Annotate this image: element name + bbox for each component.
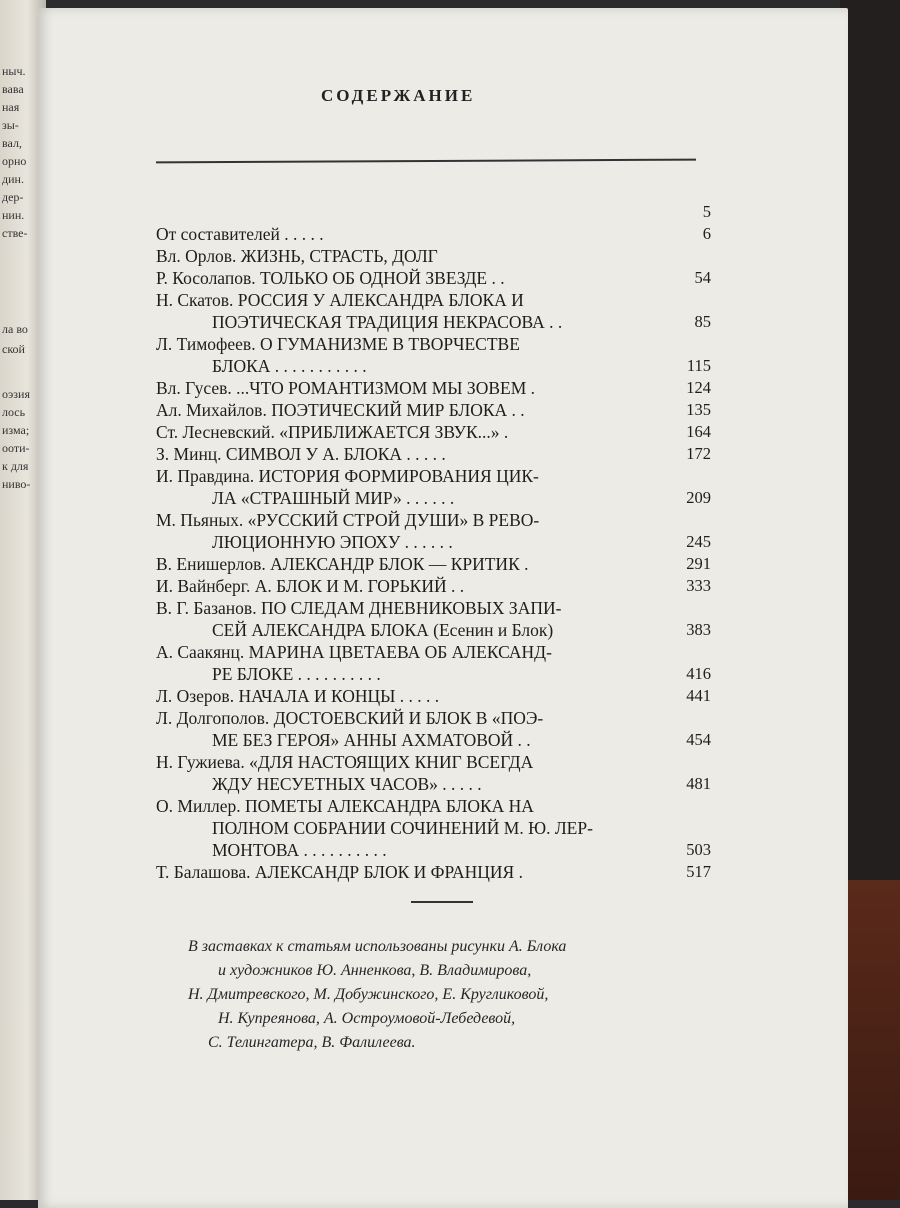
toc-entry (156, 223, 711, 245)
toc-entry (156, 861, 711, 883)
toc-entry (156, 773, 711, 795)
toc-entry (156, 641, 711, 663)
table-of-contents (156, 201, 711, 883)
toc-entry-page: 85 (694, 312, 711, 331)
facing-page-text: стве- (2, 226, 28, 240)
toc-entry-title: Ст. Лесневский. «ПРИБЛИЖАЕТСЯ ЗВУК...» . (156, 422, 509, 442)
toc-entry-title: СЕЙ АЛЕКСАНДРА БЛОКА (Есенин и Блок) (212, 620, 554, 640)
toc-entry (156, 839, 711, 861)
toc-entry-title: От составителей . . . . . (156, 224, 324, 244)
toc-entry (156, 729, 711, 751)
toc-entry-title: ЛА «СТРАШНЫЙ МИР» . . . . . . (212, 488, 455, 508)
toc-entry (156, 465, 711, 487)
toc-entry-title: О. Миллер. ПОМЕТЫ АЛЕКСАНДРА БЛОКА НА (156, 796, 534, 816)
toc-entry-page: 209 (686, 488, 711, 507)
facing-page-text: оэзия (2, 387, 30, 401)
toc-entry (156, 333, 711, 355)
toc-entry (156, 553, 711, 575)
toc-entry (156, 575, 711, 597)
toc-entry-title: Н. Скатов. РОССИЯ У АЛЕКСАНДРА БЛОКА И (156, 290, 524, 310)
toc-entry-title: РЕ БЛОКЕ . . . . . . . . . . (212, 664, 381, 684)
toc-entry-title: ПОЛНОМ СОБРАНИИ СОЧИНЕНИЙ М. Ю. ЛЕР- (212, 818, 593, 838)
facing-page-text: к для (2, 459, 29, 473)
facing-page-text: вава (2, 82, 24, 96)
credits-line: С. Телингатера, В. Фалилеева. (208, 1034, 416, 1051)
toc-entry-page: 172 (686, 444, 711, 463)
toc-entry-title: Вл. Орлов. ЖИЗНЬ, СТРАСТЬ, ДОЛГ (156, 246, 438, 266)
facing-page-text: ныч. (2, 64, 26, 78)
toc-entry (156, 245, 711, 267)
facing-page-text: ная (2, 100, 20, 114)
toc-entry-title: В. Енишерлов. АЛЕКСАНДР БЛОК — КРИТИК . (156, 554, 529, 574)
book-page (38, 8, 848, 1208)
toc-entry-title: И. Вайнберг. А. БЛОК И М. ГОРЬКИЙ . . (156, 576, 465, 596)
table-surface (840, 880, 900, 1200)
toc-entry-title: Т. Балашова. АЛЕКСАНДР БЛОК И ФРАНЦИЯ . (156, 862, 523, 882)
facing-page-text: орно (2, 154, 27, 168)
toc-entry-title: И. Правдина. ИСТОРИЯ ФОРМИРОВАНИЯ ЦИК- (156, 466, 539, 486)
toc-entry-page: 54 (694, 268, 711, 287)
page-title: СОДЕРЖАНИЕ (321, 86, 476, 105)
facing-page-text: ниво- (2, 477, 31, 491)
facing-page-text: нин. (2, 208, 25, 222)
toc-entry-page: 291 (686, 554, 711, 573)
toc-entry-page: 481 (686, 774, 711, 793)
toc-entry (156, 267, 711, 289)
toc-entry-title: Л. Долгополов. ДОСТОЕВСКИЙ И БЛОК В «ПОЭ- (156, 708, 544, 728)
facing-page-text: ской (2, 342, 25, 356)
toc-entry-page: 383 (686, 620, 711, 639)
toc-entry-page: 245 (686, 532, 711, 551)
toc-entry (156, 707, 711, 729)
toc-entry-page: 135 (686, 400, 711, 419)
toc-entry-title: Л. Озеров. НАЧАЛА И КОНЦЫ . . . . . (156, 686, 440, 706)
toc-entry-page: 333 (686, 576, 711, 595)
credits-line: Н. Дмитревского, М. Добужинского, Е. Кругликовой, (188, 986, 549, 1003)
credits-line: Н. Купреянова, А. Остроумовой-Лебедевой, (218, 1010, 516, 1027)
toc-entry (156, 443, 711, 465)
toc-entry (156, 509, 711, 531)
facing-page-text: зы- (2, 118, 19, 132)
title-rule (156, 159, 696, 164)
toc-entry (156, 619, 711, 641)
toc-entry (156, 817, 711, 839)
toc-entry-page: 416 (686, 664, 711, 683)
toc-entry (156, 531, 711, 553)
toc-entry (156, 597, 711, 619)
toc-entry-title: Н. Гужиева. «ДЛЯ НАСТОЯЩИХ КНИГ ВСЕГДА (156, 752, 534, 772)
toc-entry-title: Р. Косолапов. ТОЛЬКО ОБ ОДНОЙ ЗВЕЗДЕ . . (156, 268, 505, 288)
facing-page-text: дин. (2, 172, 24, 186)
illustration-credits (188, 935, 693, 1055)
facing-page-text: ооти- (2, 441, 30, 455)
toc-entry-title: З. Минц. СИМВОЛ У А. БЛОКА . . . . . (156, 444, 446, 464)
credits-line: и художников Ю. Анненкова, В. Владимирова, (218, 962, 532, 979)
toc-entry-title: Вл. Гусев. ...ЧТО РОМАНТИЗМОМ МЫ ЗОВЕМ . (156, 378, 536, 398)
toc-entry-page: 6 (702, 224, 711, 243)
facing-page-text: дер- (2, 190, 24, 204)
toc-entry-title: А. Саакянц. МАРИНА ЦВЕТАЕВА ОБ АЛЕКСАНД- (156, 642, 552, 662)
toc-entry-title: МОНТОВА . . . . . . . . . . (212, 840, 387, 860)
toc-entry-page: 115 (686, 356, 711, 375)
toc-entry-page: 5 (702, 202, 711, 221)
toc-entry (156, 487, 711, 509)
toc-entry (156, 201, 711, 223)
toc-entry-page: 441 (686, 686, 711, 705)
toc-entry (156, 751, 711, 773)
toc-entry (156, 355, 711, 377)
credits-line: В заставках к статьям использованы рисунки А. Блока (188, 938, 567, 955)
toc-entry (156, 685, 711, 707)
toc-entry-title: ЖДУ НЕСУЕТНЫХ ЧАСОВ» . . . . . (212, 774, 482, 794)
facing-page-text: вал, (2, 136, 22, 150)
facing-page-text: изма; (2, 423, 30, 437)
section-rule (411, 901, 473, 903)
toc-entry-page: 517 (686, 862, 711, 881)
toc-entry (156, 377, 711, 399)
toc-entry-title: ПОЭТИЧЕСКАЯ ТРАДИЦИЯ НЕКРАСОВА . . (212, 312, 563, 332)
toc-entry-page: 164 (686, 422, 711, 441)
toc-entry-title: МЕ БЕЗ ГЕРОЯ» АННЫ АХМАТОВОЙ . . (212, 730, 531, 750)
toc-entry-page: 454 (686, 730, 711, 749)
toc-entry-title: Ал. Михайлов. ПОЭТИЧЕСКИЙ МИР БЛОКА . . (156, 400, 525, 420)
toc-entry (156, 663, 711, 685)
toc-entry-page: 124 (686, 378, 711, 397)
toc-entry (156, 421, 711, 443)
toc-entry-page: 503 (686, 840, 711, 859)
toc-entry-title: БЛОКА . . . . . . . . . . . (212, 356, 367, 376)
facing-page-text: лось (2, 405, 26, 419)
toc-entry (156, 399, 711, 421)
toc-entry-title: М. Пьяных. «РУССКИЙ СТРОЙ ДУШИ» В РЕВО- (156, 510, 540, 530)
toc-entry-title: Л. Тимофеев. О ГУМАНИЗМЕ В ТВОРЧЕСТВЕ (156, 334, 520, 354)
toc-entry-title: В. Г. Базанов. ПО СЛЕДАМ ДНЕВНИКОВЫХ ЗАПИ- (156, 598, 562, 618)
facing-page-text: ла во (2, 322, 28, 336)
toc-entry (156, 311, 711, 333)
toc-entry (156, 289, 711, 311)
toc-entry-title: ЛЮЦИОННУЮ ЭПОХУ . . . . . . (212, 532, 453, 552)
toc-entry (156, 795, 711, 817)
background (840, 0, 900, 1200)
